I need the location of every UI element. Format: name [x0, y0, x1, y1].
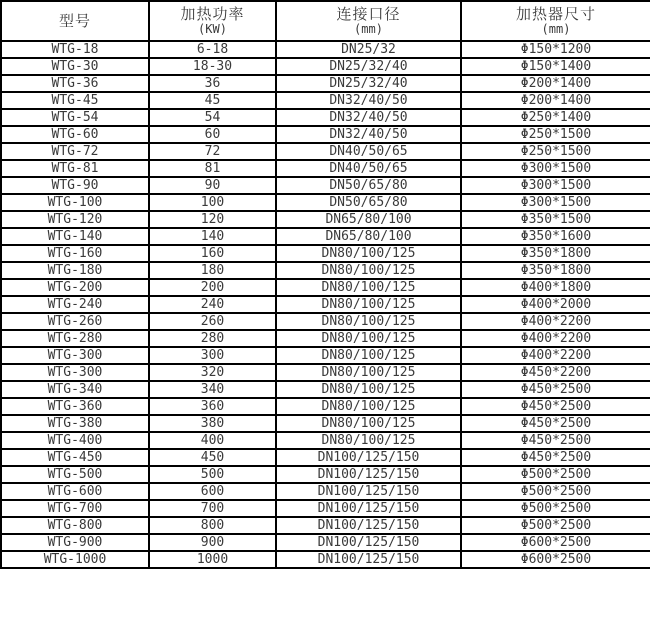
header-power-unit: (KW) [198, 22, 227, 36]
cell-model: WTG-72 [1, 143, 149, 160]
table-row [1, 500, 650, 517]
table-row [1, 551, 650, 568]
cell-model: WTG-100 [1, 194, 149, 211]
table-row [1, 432, 650, 449]
table-row [1, 313, 650, 330]
table-row [1, 194, 650, 211]
header-model-label: 型号 [58, 11, 91, 30]
cell-size: Φ200*1400 [461, 92, 650, 109]
cell-power: 1000 [149, 551, 276, 568]
cell-model: WTG-18 [1, 41, 149, 58]
header-diameter-label: 连接口径 [336, 5, 401, 23]
cell-diameter: DN100/125/150 [276, 517, 461, 534]
header-model [1, 1, 149, 41]
cell-model: WTG-54 [1, 109, 149, 126]
cell-power: 800 [149, 517, 276, 534]
cell-diameter: DN80/100/125 [276, 432, 461, 449]
cell-size: Φ500*2500 [461, 466, 650, 483]
cell-size: Φ400*1800 [461, 279, 650, 296]
cell-model: WTG-81 [1, 160, 149, 177]
cell-power: 160 [149, 245, 276, 262]
cell-model: WTG-360 [1, 398, 149, 415]
header-diameter [276, 1, 461, 41]
cell-size: Φ250*1500 [461, 143, 650, 160]
cell-diameter: DN25/32 [276, 41, 461, 58]
cell-diameter: DN80/100/125 [276, 330, 461, 347]
table-row [1, 415, 650, 432]
cell-power: 72 [149, 143, 276, 160]
table-row [1, 228, 650, 245]
cell-size: Φ350*1600 [461, 228, 650, 245]
cell-power: 700 [149, 500, 276, 517]
table-header [1, 1, 650, 41]
cell-power: 60 [149, 126, 276, 143]
cell-model: WTG-900 [1, 534, 149, 551]
cell-size: Φ400*2200 [461, 330, 650, 347]
cell-diameter: DN40/50/65 [276, 143, 461, 160]
table-row [1, 92, 650, 109]
cell-diameter: DN80/100/125 [276, 296, 461, 313]
cell-model: WTG-450 [1, 449, 149, 466]
cell-diameter: DN100/125/150 [276, 500, 461, 517]
cell-diameter: DN25/32/40 [276, 58, 461, 75]
cell-diameter: DN100/125/150 [276, 551, 461, 568]
header-power [149, 1, 276, 41]
cell-diameter: DN32/40/50 [276, 92, 461, 109]
header-row [1, 1, 650, 41]
cell-diameter: DN100/125/150 [276, 466, 461, 483]
cell-model: WTG-300 [1, 364, 149, 381]
table-row [1, 517, 650, 534]
cell-diameter: DN32/40/50 [276, 126, 461, 143]
cell-diameter: DN80/100/125 [276, 415, 461, 432]
cell-power: 280 [149, 330, 276, 347]
cell-diameter: DN80/100/125 [276, 381, 461, 398]
cell-size: Φ400*2200 [461, 313, 650, 330]
cell-model: WTG-300 [1, 347, 149, 364]
cell-power: 90 [149, 177, 276, 194]
cell-size: Φ400*2000 [461, 296, 650, 313]
cell-power: 900 [149, 534, 276, 551]
table-row [1, 143, 650, 160]
cell-size: Φ500*2500 [461, 517, 650, 534]
header-diameter-unit: (mm) [354, 22, 383, 36]
cell-diameter: DN32/40/50 [276, 109, 461, 126]
cell-diameter: DN80/100/125 [276, 364, 461, 381]
cell-diameter: DN80/100/125 [276, 347, 461, 364]
cell-size: Φ600*2500 [461, 551, 650, 568]
cell-size: Φ150*1400 [461, 58, 650, 75]
cell-size: Φ500*2500 [461, 483, 650, 500]
cell-model: WTG-120 [1, 211, 149, 228]
cell-size: Φ300*1500 [461, 177, 650, 194]
cell-power: 6-18 [149, 41, 276, 58]
cell-diameter: DN80/100/125 [276, 279, 461, 296]
cell-diameter: DN65/80/100 [276, 211, 461, 228]
cell-power: 54 [149, 109, 276, 126]
cell-model: WTG-600 [1, 483, 149, 500]
table-row [1, 41, 650, 58]
cell-power: 260 [149, 313, 276, 330]
table-row [1, 262, 650, 279]
cell-power: 450 [149, 449, 276, 466]
cell-size: Φ600*2500 [461, 534, 650, 551]
cell-diameter: DN80/100/125 [276, 262, 461, 279]
cell-size: Φ350*1800 [461, 262, 650, 279]
table-row [1, 483, 650, 500]
table-row [1, 466, 650, 483]
cell-size: Φ350*1800 [461, 245, 650, 262]
cell-size: Φ350*1500 [461, 211, 650, 228]
cell-model: WTG-380 [1, 415, 149, 432]
cell-power: 36 [149, 75, 276, 92]
cell-size: Φ450*2500 [461, 381, 650, 398]
cell-power: 500 [149, 466, 276, 483]
cell-model: WTG-30 [1, 58, 149, 75]
cell-diameter: DN25/32/40 [276, 75, 461, 92]
cell-power: 120 [149, 211, 276, 228]
table-row [1, 211, 650, 228]
cell-model: WTG-800 [1, 517, 149, 534]
cell-model: WTG-340 [1, 381, 149, 398]
cell-size: Φ500*2500 [461, 500, 650, 517]
cell-size: Φ150*1200 [461, 41, 650, 58]
cell-model: WTG-45 [1, 92, 149, 109]
table-row [1, 381, 650, 398]
cell-diameter: DN50/65/80 [276, 177, 461, 194]
table-row [1, 109, 650, 126]
cell-model: WTG-180 [1, 262, 149, 279]
table-row [1, 449, 650, 466]
table-row [1, 364, 650, 381]
cell-power: 320 [149, 364, 276, 381]
cell-model: WTG-36 [1, 75, 149, 92]
cell-size: Φ450*2500 [461, 398, 650, 415]
cell-model: WTG-500 [1, 466, 149, 483]
cell-power: 100 [149, 194, 276, 211]
cell-model: WTG-700 [1, 500, 149, 517]
cell-model: WTG-160 [1, 245, 149, 262]
cell-size: Φ450*2200 [461, 364, 650, 381]
cell-diameter: DN100/125/150 [276, 449, 461, 466]
cell-power: 300 [149, 347, 276, 364]
header-size [461, 1, 650, 41]
cell-power: 81 [149, 160, 276, 177]
header-size-label: 加热器尺寸 [515, 5, 596, 23]
cell-diameter: DN50/65/80 [276, 194, 461, 211]
cell-power: 360 [149, 398, 276, 415]
cell-model: WTG-140 [1, 228, 149, 245]
cell-size: Φ450*2500 [461, 449, 650, 466]
cell-size: Φ250*1500 [461, 126, 650, 143]
table-row [1, 330, 650, 347]
cell-diameter: DN80/100/125 [276, 398, 461, 415]
cell-model: WTG-1000 [1, 551, 149, 568]
table-row [1, 58, 650, 75]
cell-power: 18-30 [149, 58, 276, 75]
cell-power: 600 [149, 483, 276, 500]
cell-size: Φ300*1500 [461, 194, 650, 211]
table-row [1, 177, 650, 194]
cell-diameter: DN40/50/65 [276, 160, 461, 177]
table-row [1, 126, 650, 143]
cell-model: WTG-240 [1, 296, 149, 313]
table-row [1, 245, 650, 262]
cell-power: 140 [149, 228, 276, 245]
cell-diameter: DN80/100/125 [276, 245, 461, 262]
cell-size: Φ300*1500 [461, 160, 650, 177]
cell-diameter: DN100/125/150 [276, 483, 461, 500]
cell-diameter: DN100/125/150 [276, 534, 461, 551]
cell-power: 380 [149, 415, 276, 432]
table-row [1, 534, 650, 551]
table-body [1, 41, 650, 568]
cell-model: WTG-280 [1, 330, 149, 347]
cell-power: 200 [149, 279, 276, 296]
cell-model: WTG-400 [1, 432, 149, 449]
cell-size: Φ200*1400 [461, 75, 650, 92]
header-power-label: 加热功率 [180, 5, 245, 23]
cell-size: Φ450*2500 [461, 432, 650, 449]
table-row [1, 279, 650, 296]
cell-model: WTG-260 [1, 313, 149, 330]
cell-diameter: DN80/100/125 [276, 313, 461, 330]
table-row [1, 398, 650, 415]
cell-power: 400 [149, 432, 276, 449]
table-row [1, 75, 650, 92]
cell-model: WTG-200 [1, 279, 149, 296]
cell-model: WTG-90 [1, 177, 149, 194]
cell-power: 240 [149, 296, 276, 313]
cell-model: WTG-60 [1, 126, 149, 143]
table-row [1, 160, 650, 177]
cell-size: Φ400*2200 [461, 347, 650, 364]
header-size-unit: (mm) [541, 22, 571, 36]
cell-power: 180 [149, 262, 276, 279]
table-row [1, 296, 650, 313]
cell-size: Φ450*2500 [461, 415, 650, 432]
table-row [1, 347, 650, 364]
cell-power: 340 [149, 381, 276, 398]
cell-size: Φ250*1400 [461, 109, 650, 126]
cell-power: 45 [149, 92, 276, 109]
cell-diameter: DN65/80/100 [276, 228, 461, 245]
